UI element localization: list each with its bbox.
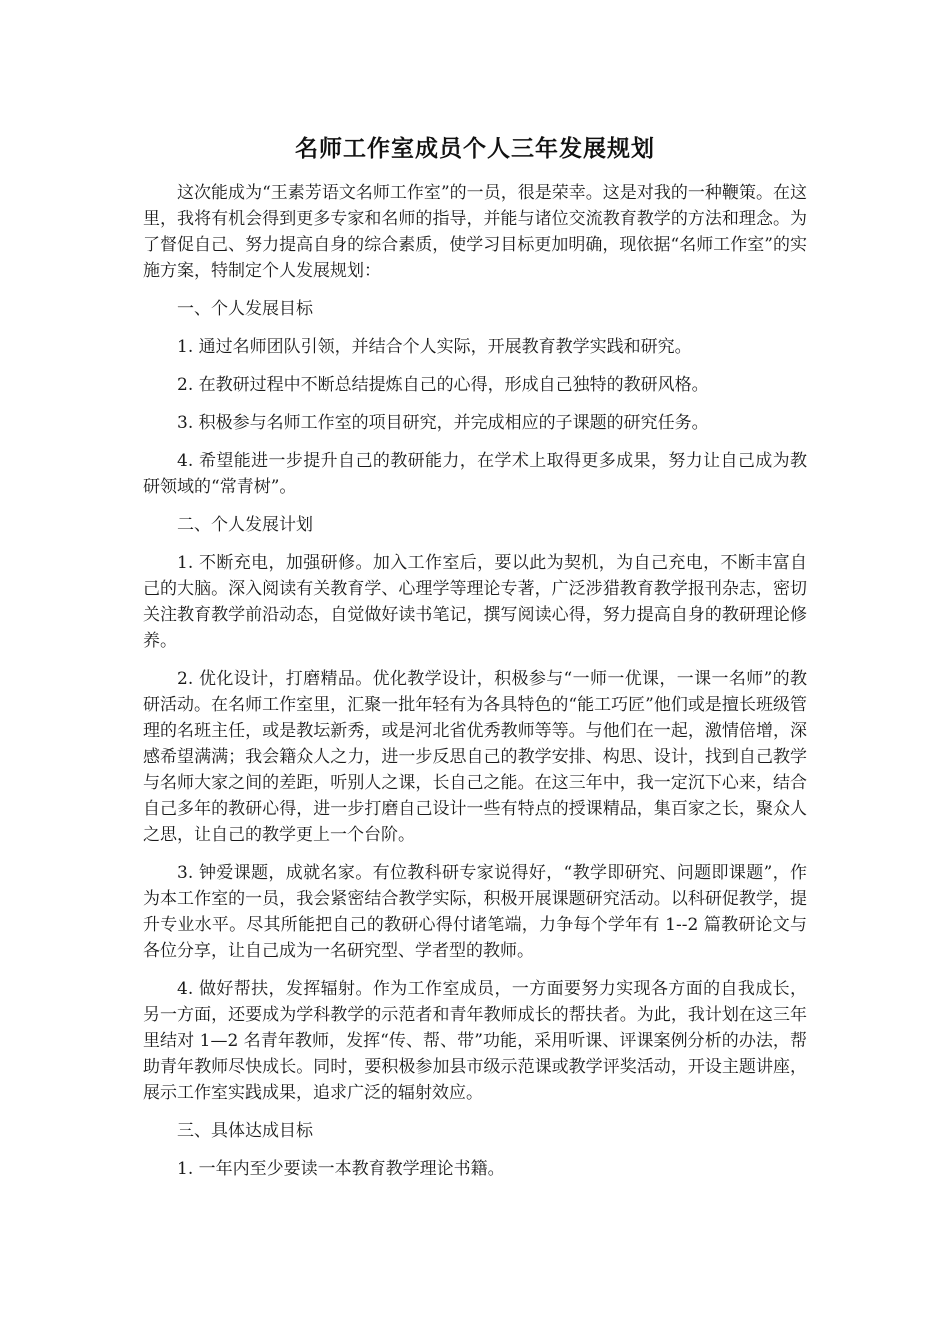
section-heading-goals: 一、个人发展目标 [177,299,313,319]
goal-item-4: 4. 希望能进一步提升自己的教研能力，在学术上取得更多成果，努力让自己成为教研领域的“常青树”。 [143,451,807,497]
target-item-1: 1. 一年内至少要读一本教育教学理论书籍。 [177,1159,505,1179]
document-body [143,180,807,1194]
intro-paragraph: 这次能成为“王素芳语文名师工作室”的一员，很是荣幸。这是对我的一种鞭策。在这里，我将有机会得到更多专家和名师的指导，并能与诸位交流教育教学的方法和理念。为了督促自己、努力提高自身的综合素质，使学习目标更加明确，现依据“名师工作室”的实施方案，特制定个人发展规划： [143,183,807,281]
page-title: 名师工作室成员个人三年发展规划 [295,136,655,162]
plan-item-4: 4. 做好帮扶，发挥辐射。作为工作室成员，一方面要努力实现各方面的自我成长，另一方面，还要成为学科教学的示范者和青年教师成长的帮扶者。为此，我计划在这三年里结对 1—2 名青年教师，发挥“传、帮、带”功能，采用听课、评课案例分析的办法，帮助青年教师尽快成长。同时，要积极参加县市级示范课或教学评奖活动，开设主题讲座，展示工作室实践成果，追求广泛的辐射效应。 [143,979,807,1103]
section-heading-plan: 二、个人发展计划 [177,515,313,535]
goal-item-3: 3. 积极参与名师工作室的项目研究，并完成相应的子课题的研究任务。 [177,413,709,433]
plan-item-1: 1. 不断充电，加强研修。加入工作室后，要以此为契机，为自己充电，不断丰富自己的大脑。深入阅读有关教育学、心理学等理论专著，广泛涉猎教育教学报刊杂志，密切关注教育教学前沿动态，自觉做好读书笔记，撰写阅读心得，努力提高自身的教研理论修养。 [143,553,807,651]
plan-item-2: 2. 优化设计，打磨精品。优化教学设计，积极参与“一师一优课，一课一名师”的教研活动。在名师工作室里，汇聚一批年轻有为各具特色的“能工巧匠”他们或是擅长班级管理的名班主任，或是教坛新秀，或是河北省优秀教师等等。与他们在一起，激情倍增，深感希望满满；我会籍众人之力，进一步反思自己的教学安排、构思、设计，找到自己教学与名师大家之间的差距，听别人之课，长自己之能。在这三年中，我一定沉下心来，结合自己多年的教研心得，进一步打磨自己设计一些有特点的授课精品，集百家之长，聚众人之思，让自己的教学更上一个台阶。 [143,669,807,845]
goal-item-1: 1. 通过名师团队引领，并结合个人实际，开展教育教学实践和研究。 [177,337,692,357]
goal-item-2: 2. 在教研过程中不断总结提炼自己的心得，形成自己独特的教研风格。 [177,375,709,395]
plan-item-3: 3. 钟爱课题，成就名家。有位教科研专家说得好，“教学即研究、问题即课题”，作为本工作室的一员，我会紧密结合教学实际，积极开展课题研究活动。以科研促教学，提升专业水平。尽其所能把自己的教研心得付诸笔端，力争每个学年有 1--2 篇教研论文与各位分享，让自己成为一名研究型、学者型的教师。 [143,863,807,961]
section-heading-targets: 三、具体达成目标 [177,1121,313,1141]
